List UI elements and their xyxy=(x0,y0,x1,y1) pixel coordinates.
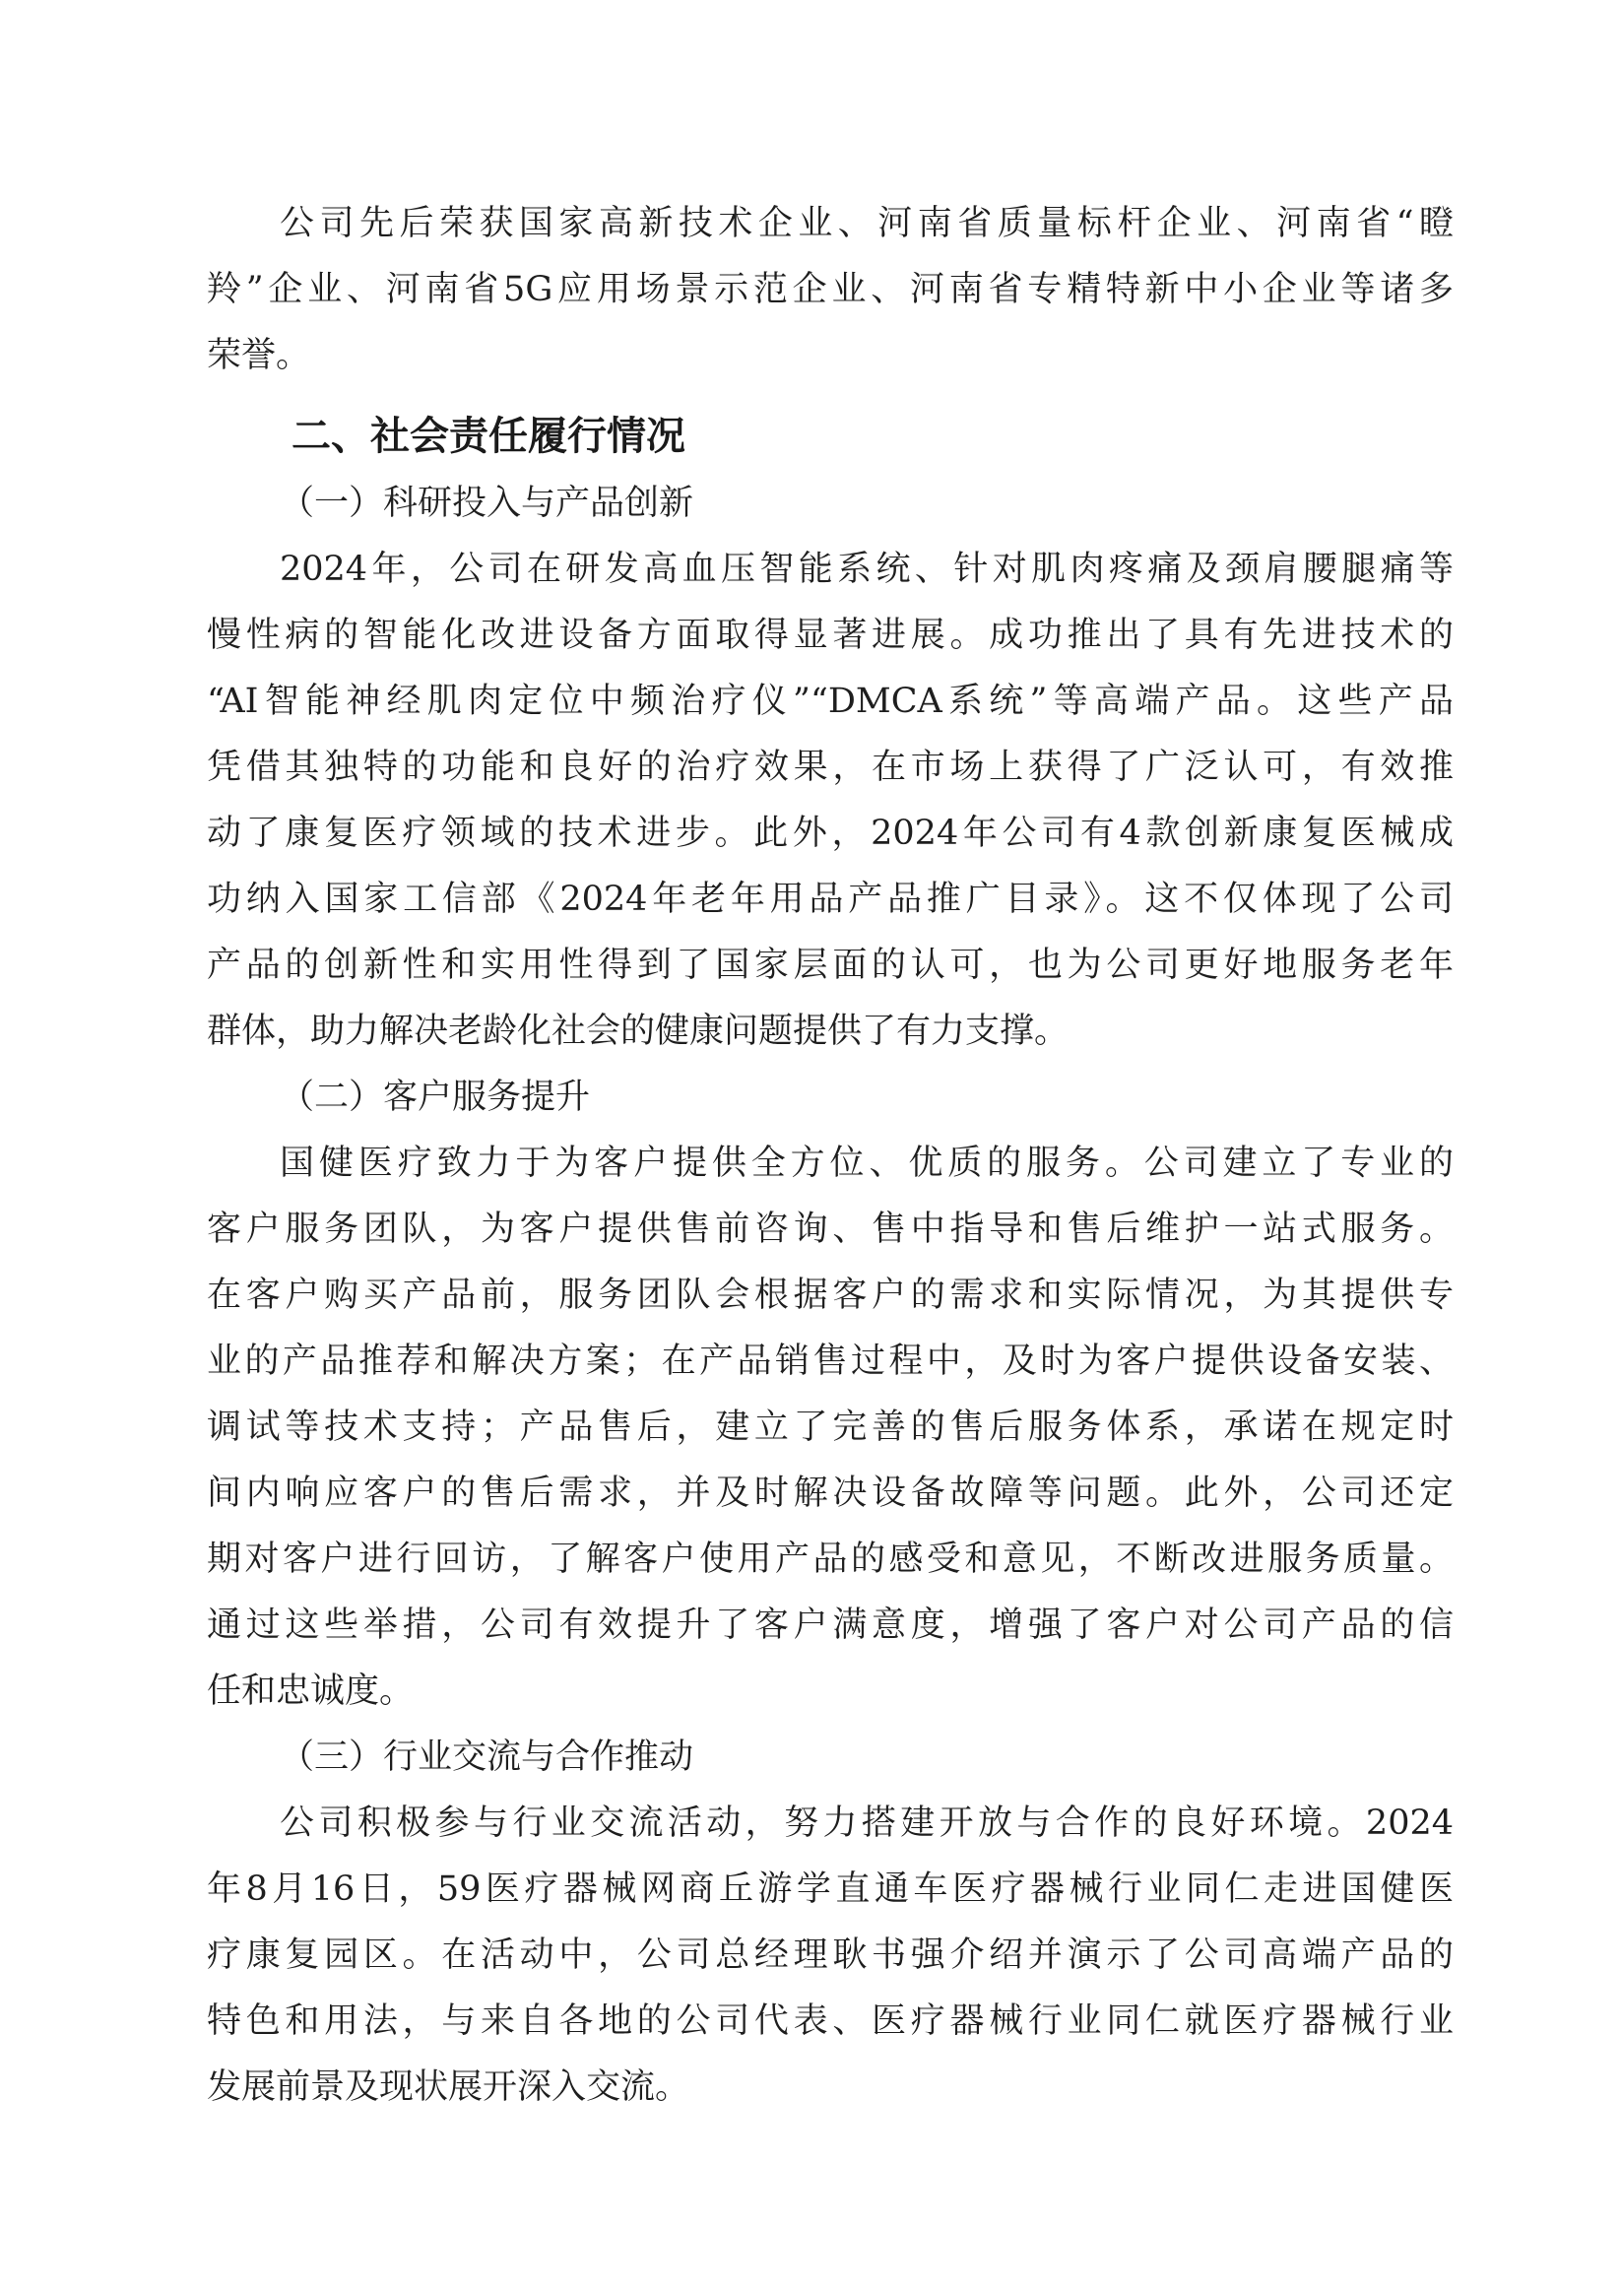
intro-line-2: 羚”企业、河南省5G应用场景示范企业、河南省专精特新中小企业等诸多 xyxy=(207,270,1454,309)
subsection-2-title: （二）客户服务提升 xyxy=(280,1078,591,1117)
sub3-line-1: 公司积极参与行业交流活动，努力搭建开放与合作的良好环境。2024 xyxy=(280,1804,1454,1843)
sub1-line-5: 动了康复医疗领域的技术进步。此外，2024年公司有4款创新康复医械成 xyxy=(207,814,1454,853)
sub1-line-8: 群体，助力解决老龄化社会的健康问题提供了有力支撑。 xyxy=(207,1012,1070,1051)
sub3-line-4: 特色和用法，与来自各地的公司代表、医疗器械行业同仁就医疗器械行业 xyxy=(207,2001,1454,2041)
sub2-line-3: 在客户购买产品前，服务团队会根据客户的需求和实际情况，为其提供专 xyxy=(207,1276,1454,1315)
sub2-line-8: 通过这些举措，公司有效提升了客户满意度，增强了客户对公司产品的信 xyxy=(207,1606,1454,1645)
sub2-line-6: 间内响应客户的售后需求，并及时解决设备故障等问题。此外，公司还定 xyxy=(207,1474,1454,1513)
section-heading: 二、社会责任履行情况 xyxy=(292,414,685,459)
sub3-line-2: 年8月16日，59医疗器械网商丘游学直通车医疗器械行业同仁走进国健医 xyxy=(207,1870,1454,1909)
sub1-line-3: “AI智能神经肌肉定位中频治疗仪”“DMCA系统”等高端产品。这些产品 xyxy=(207,682,1454,721)
sub2-line-9: 任和忠诚度。 xyxy=(207,1672,415,1711)
sub1-line-4: 凭借其独特的功能和良好的治疗效果，在市场上获得了广泛认可，有效推 xyxy=(207,748,1454,787)
sub2-line-4: 业的产品推荐和解决方案；在产品销售过程中，及时为客户提供设备安装、 xyxy=(207,1342,1454,1381)
sub3-line-5: 发展前景及现状展开深入交流。 xyxy=(207,2067,690,2107)
sub1-line-6: 功纳入国家工信部《2024年老年用品产品推广目录》。这不仅体现了公司 xyxy=(207,880,1454,919)
sub2-line-7: 期对客户进行回访，了解客户使用产品的感受和意见，不断改进服务质量。 xyxy=(207,1540,1454,1579)
sub3-line-3: 疗康复园区。在活动中，公司总经理耿书强介绍并演示了公司高端产品的 xyxy=(207,1935,1454,1975)
sub2-line-2: 客户服务团队，为客户提供售前咨询、售中指导和售后维护一站式服务。 xyxy=(207,1210,1454,1249)
sub1-line-1: 2024年，公司在研发高血压智能系统、针对肌肉疼痛及颈肩腰腿痛等 xyxy=(280,550,1454,589)
sub2-line-1: 国健医疗致力于为客户提供全方位、优质的服务。公司建立了专业的 xyxy=(280,1144,1454,1183)
subsection-1-title: （一）科研投入与产品创新 xyxy=(280,484,694,523)
sub2-line-5: 调试等技术支持；产品售后，建立了完善的售后服务体系，承诺在规定时 xyxy=(207,1408,1454,1447)
sub1-line-7: 产品的创新性和实用性得到了国家层面的认可，也为公司更好地服务老年 xyxy=(207,946,1454,985)
subsection-3-title: （三）行业交流与合作推动 xyxy=(280,1738,694,1777)
intro-line-3: 荣誉。 xyxy=(207,336,311,375)
sub1-line-2: 慢性病的智能化改进设备方面取得显著进展。成功推出了具有先进技术的 xyxy=(207,616,1454,655)
intro-line-1: 公司先后荣获国家高新技术企业、河南省质量标杆企业、河南省“瞪 xyxy=(280,204,1454,243)
